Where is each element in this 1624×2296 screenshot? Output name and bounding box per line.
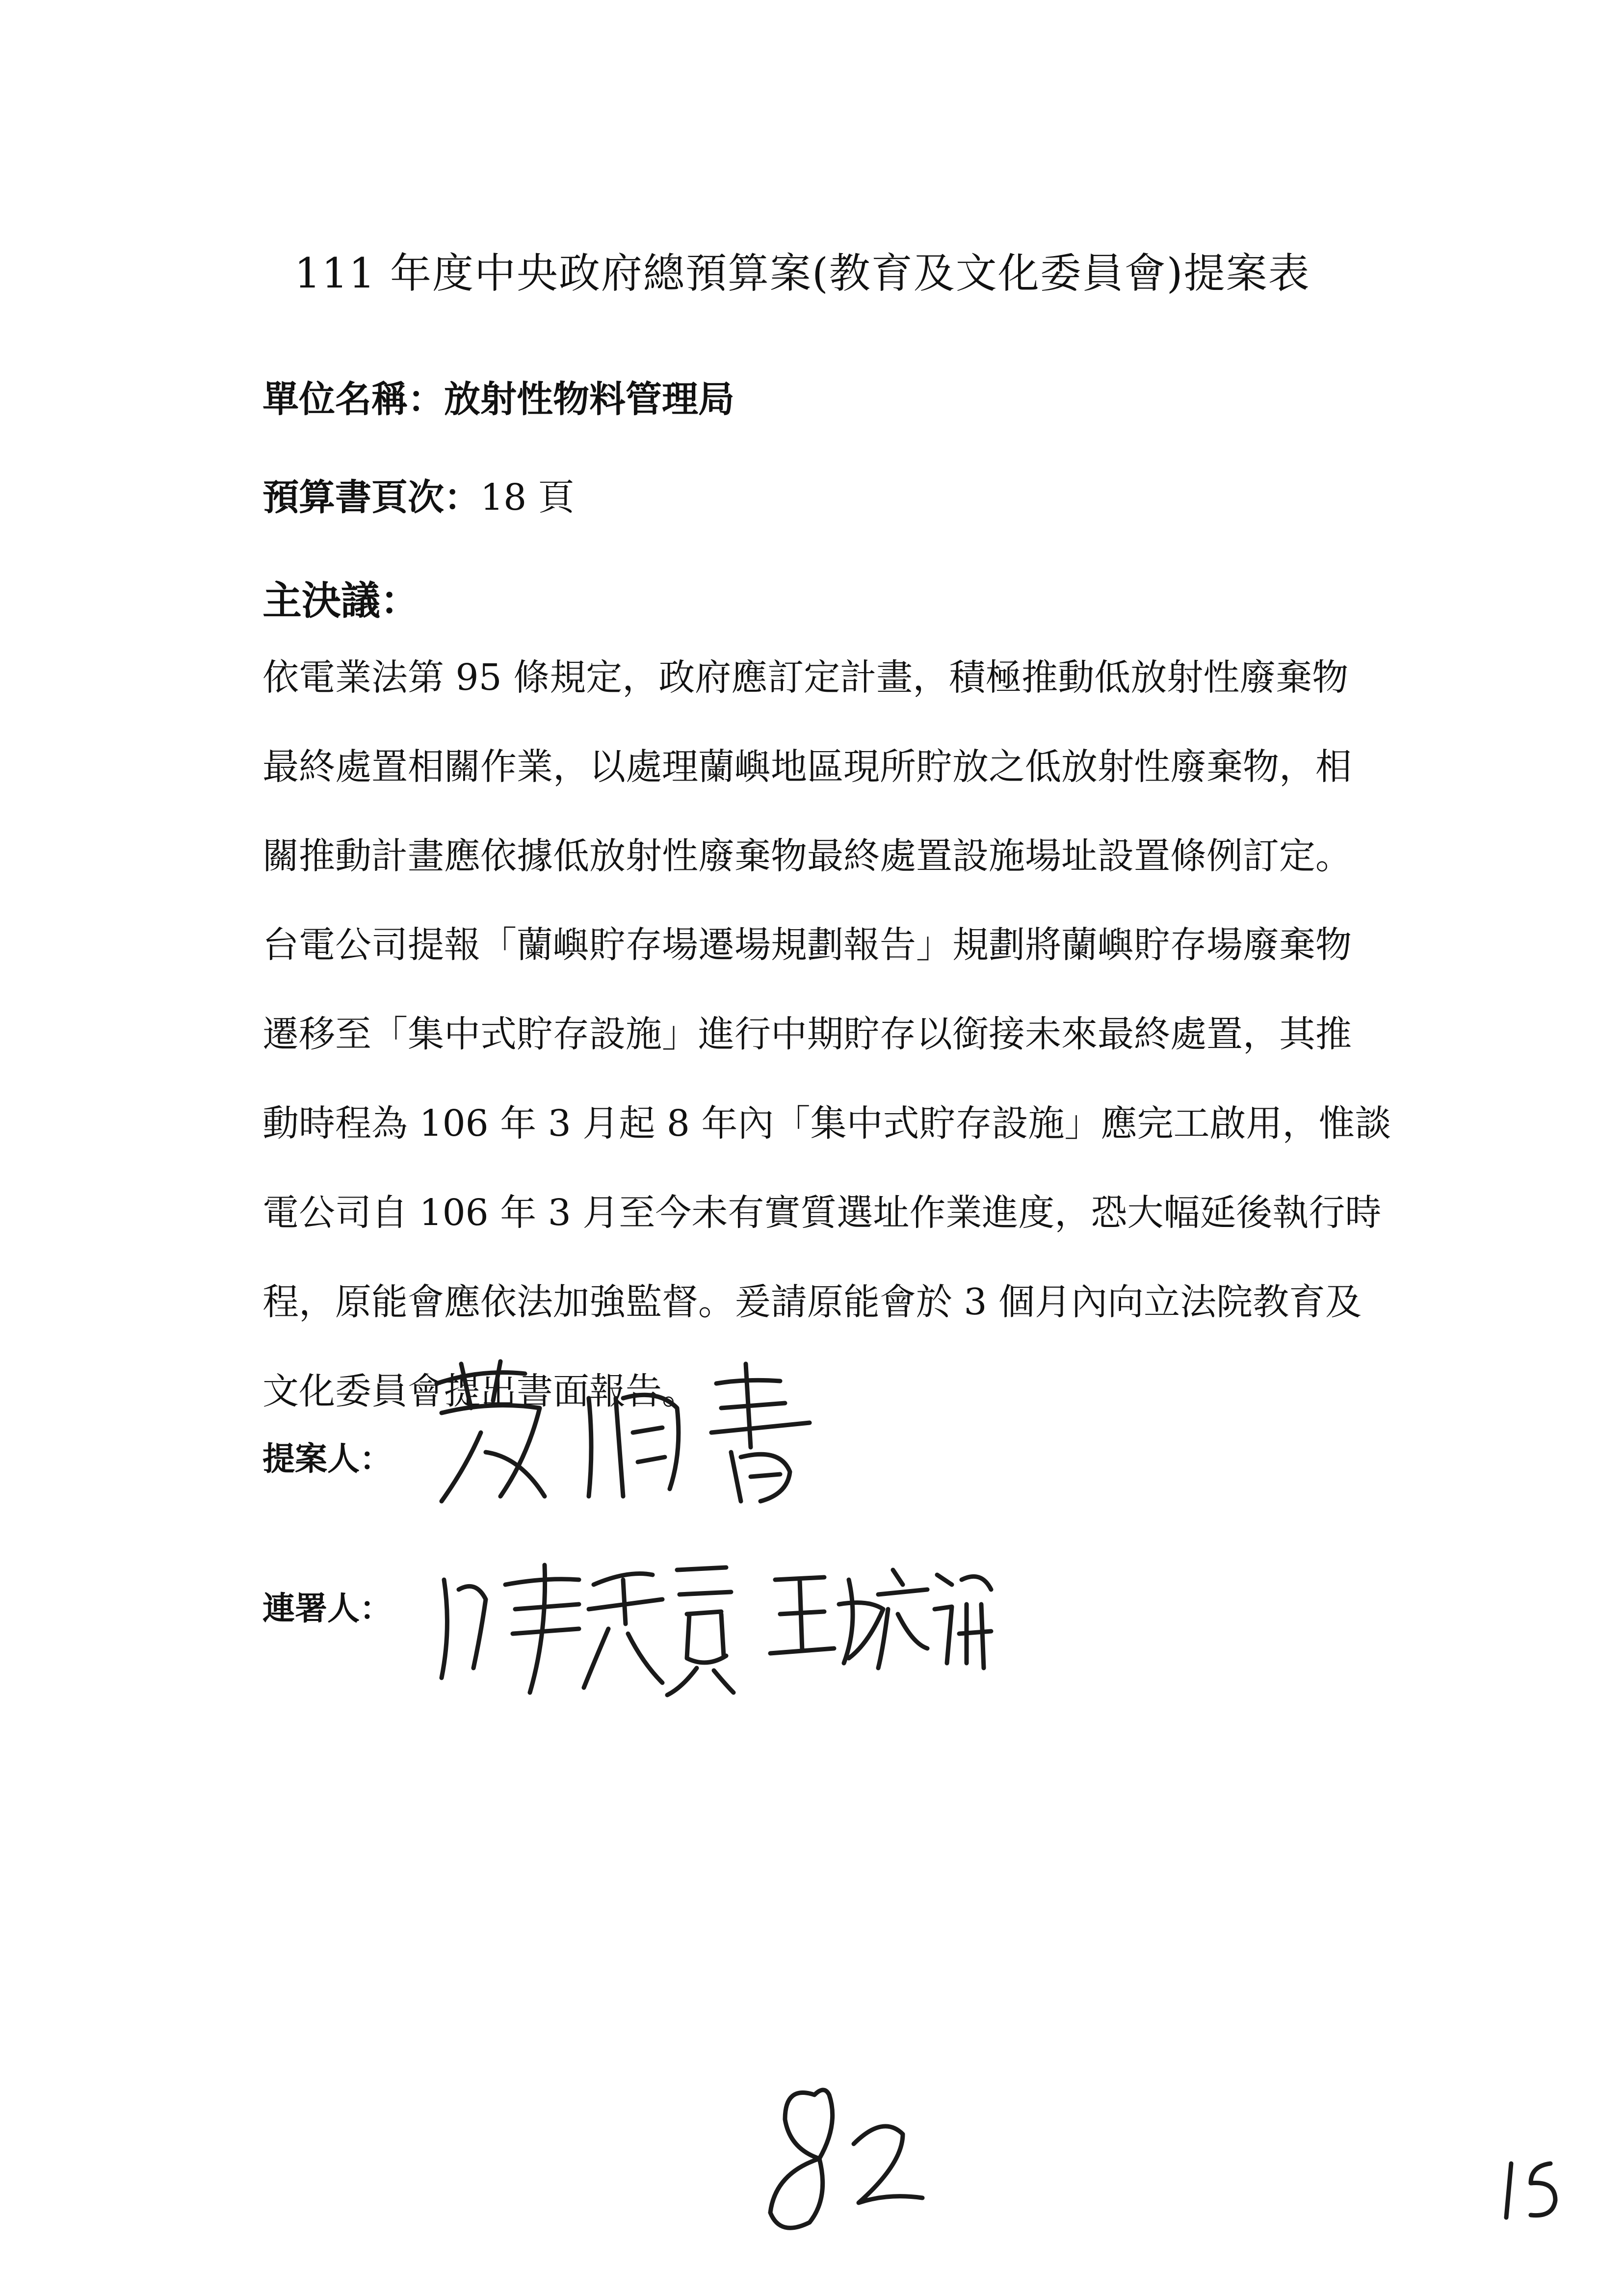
paragraph-line: 電公司自 106 年 3 月至今未有實質選址作業進度，恐大幅延後執行時 [262,1192,1382,1234]
proposer-label: 提案人： [262,1439,392,1478]
unit-label: 單位名稱： [262,378,444,420]
cosigner-label: 連署人： [262,1589,392,1627]
cosigner-signature-1 [432,1550,736,1697]
paragraph-line: 依電業法第 95 條規定，政府應訂定計畫，積極推動低放射性廢棄物 [262,656,1349,699]
resolution-heading: 主決議： [262,577,419,624]
paragraph-line: 遷移至「集中式貯存設施」進行中期貯存以銜接未來最終處置，其推 [262,1013,1352,1055]
document-title: 111 年度中央政府總預算案(教育及文化委員會)提案表 [294,249,1310,297]
paragraph-line: 程，原能會應依法加強監督。爰請原能會於 3 個月內向立法院教育及 [262,1281,1362,1323]
budget-page-label: 預算書頁次： [262,476,480,519]
resolution-paragraph-1 [262,633,1401,901]
unit-value: 放射性物料管理局 [444,378,734,420]
paragraph-line: 台電公司提報「蘭嶼貯存場遷場規劃報告」規劃將蘭嶼貯存場廢棄物 [262,924,1352,966]
paragraph-line: 動時程為 106 年 3 月起 8 年內「集中式貯存設施」應完工啟用，惟談 [262,1102,1391,1145]
paragraph-line: 關推動計畫應依據低放射性廢棄物最終處置設施場址設置條例訂定。 [262,835,1352,877]
cosigner-signature-2 [765,1550,996,1678]
paragraph-line: 最終處置相關作業，以處理蘭嶼地區現所貯放之低放射性廢棄物，相 [262,746,1352,788]
handwritten-number-15 [1496,2154,1575,2222]
paragraph-line: 文化委員會提出書面報告。 [262,1370,698,1412]
budget-page-value: 18 頁 [480,476,575,519]
handwritten-number-82 [756,2075,932,2242]
unit-field [262,370,734,422]
budget-page-field [262,469,575,521]
proposer-signature [427,1354,829,1516]
